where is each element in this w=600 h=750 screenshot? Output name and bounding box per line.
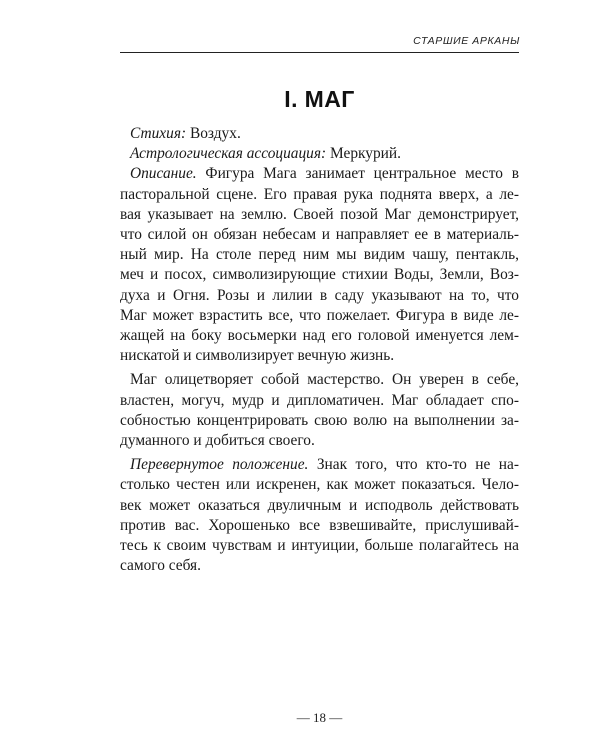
description-line: пасторальной сцене. Его правая рука поднята вверх, а ле- [120, 185, 519, 203]
reversed-line: столько честен или искренен, как может показаться. Чело- [120, 476, 519, 494]
mastery-line: Маг олицетворяет собой мастерство. Он уверен в себе, [130, 371, 519, 389]
element-line [120, 124, 519, 144]
chapter-title: I. МАГ [284, 86, 355, 112]
description-line: духа и Огня. Розы и лилии в саду указывают на то, что [120, 286, 519, 304]
description-line: меч и посох, символизирующие стихии Воды, Земли, Воз- [120, 266, 519, 284]
reversed-line: тесь к своим чувствам и интуиции, больше полагайтесь на [120, 537, 519, 555]
element-value: Воздух. [186, 125, 241, 142]
description-first-text: Фигура Мага занимает центральное место в [196, 165, 519, 183]
running-header: СТАРШИЕ АРКАНЫ [413, 35, 520, 47]
reversed-line: против вас. Хорошенько все взвешивайте, прислушивай- [120, 516, 519, 534]
description-line: Маг может взрастить все, что пожелает. Фигура в виде ле- [120, 306, 519, 324]
astrology-line [120, 144, 519, 164]
description-first-line [120, 164, 519, 184]
reversed-first-line [120, 455, 519, 475]
description-line: нискатой и символизирует вечную жизнь. [120, 347, 395, 365]
description-line: ный мир. На столе перед ним мы видим чашу, пентакль, [120, 246, 519, 264]
reversed-line: самого себя. [120, 557, 201, 575]
body-text [120, 124, 519, 576]
page-number: — 18 — [296, 710, 343, 725]
astrology-value: Меркурий. [326, 145, 401, 163]
description-line: вая указывает на землю. Своей позой Маг демонстрирует, [120, 205, 519, 223]
reversed-line: век может оказаться двуличным и исподволь действовать [120, 496, 519, 514]
element-label: Стихия: [130, 125, 187, 142]
description-label: Описание. [130, 165, 197, 183]
reversed-label: Перевернутое положение. [130, 456, 309, 474]
mastery-line: думанного и добиться своего. [120, 432, 315, 450]
reversed-first-text: Знак того, что кто-то не на- [308, 456, 519, 474]
description-line: что силой он обязан небесам и направляет ее в материаль- [120, 226, 519, 244]
astrology-label: Астрологическая ассоциация: [130, 145, 327, 163]
mastery-line: собностью концентрировать свою волю на выполнении за- [120, 411, 519, 429]
mastery-line: властен, могуч, мудр и дипломатичен. Маг обладает спо- [120, 391, 519, 409]
header-divider [120, 52, 519, 53]
description-line: жащей на боку восьмерки над его головой именуется лем- [120, 327, 519, 345]
